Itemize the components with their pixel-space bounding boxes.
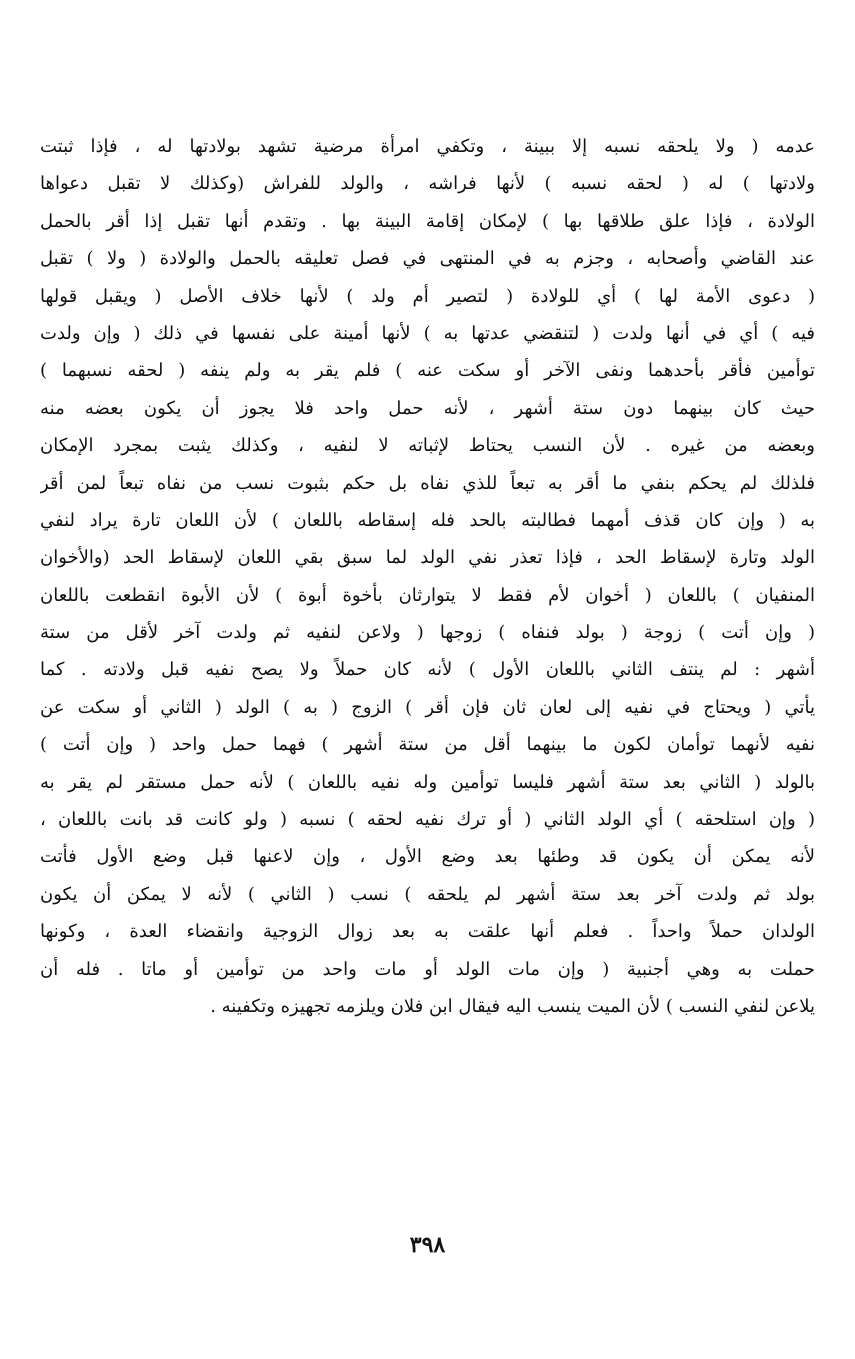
text-line: يلاعن لنفي النسب ) لأن الميت ينسب اليه فيقال ابن فلان ويلزمه تجهيزه وتكفينه . (210, 995, 815, 1017)
text-line: فيه ) أي في أنها ولدت ( لتنقضي عدتها به ) لأنها أمينة على نفسها في ذلك ( وإن ولدت (40, 322, 815, 344)
text-line: بالولد ( الثاني بعد ستة أشهر فليسا توأمين وله نفيه باللعان ) لأنه حمل مستقر لم يقر به (40, 771, 815, 793)
text-line: وبعضه من غيره . لأن النسب يحتاط لإثباته لا لنفيه ، وكذلك يثبت بمجرد الإمكان (40, 435, 815, 457)
text-line: لأنه يمكن أن يكون قد وطئها بعد وضع الأول ، وإن لاعنها قبل وضع الأول فأتت (40, 846, 815, 868)
text-line: ولادتها ) له ( لحقه نسبه ) لأنها فراشه ، والولد للفراش (وكذلك لا تقبل دعواها (40, 173, 815, 195)
text-line: الولادة ، فإذا علق طلاقها بها ) لإمكان إقامة البينة بها . وتقدم أنها تقبل إذا أقر بالحمل (40, 210, 815, 232)
text-line: ( وإن أتت ) زوجة ( بولد فنفاه ) زوجها ( ولاعن لنفيه ثم ولدت آخر لأقل من ستة (40, 622, 815, 644)
text-line: الولد وتارة لإسقاط الحد ، فإذا تعذر نفي الولد لما سبق بقي اللعان لإسقاط الحد (والأخوان (40, 547, 815, 569)
text-line: أشهر : لم ينتف الثاني باللعان الأول ) لأنه كان حملاً ولا يصح نفيه قبل ولادته . كما (40, 659, 815, 681)
page-number: ٣٩٨ (409, 1232, 446, 1258)
text-line: حملت به وهي أجنبية ( وإن مات الولد أو مات واحد من توأمين أو ماتا . فله أن (40, 958, 815, 980)
text-line: الولدان حملاً واحداً . فعلم أنها علقت به بعد زوال الزوجية وانقضاء العدة ، وكونها (40, 921, 815, 943)
text-line: يأتي ( ويحتاج في نفيه إلى لعان ثان فإن أقر ) الزوج ( به ) الولد ( الثاني أو سكت عن (40, 696, 815, 718)
text-line: به ( وإن كان قذف أمهما فطالبته بالحد فله إسقاطه باللعان ) لأن اللعان تارة يراد لنفي (40, 509, 815, 531)
text-line: فلذلك لم يحكم بنفي ما أقر به تبعاً للذي نفاه بل حكم بثبوت نسب من نفاه تبعاً لمن أقر (40, 472, 815, 494)
body-text (40, 128, 815, 1025)
text-line: عدمه ( ولا يلحقه نسبه إلا ببينة ، وتكفي امرأة مرضية تشهد بولادتها له ، فإذا ثبتت (40, 136, 815, 157)
text-line: ( وإن استلحقه ) أي الولد الثاني ( أو ترك نفيه لحقه ) نسبه ( ولو كانت قد بانت باللعان ، (40, 809, 815, 831)
text-line: بولد ثم ولدت آخر بعد ستة أشهر لم يلحقه ) نسب ( الثاني ) لأنه لا يمكن أن يكون (40, 883, 815, 905)
text-line: نفيه لأنهما توأمان لكون ما بينهما أقل من ستة أشهر ) فهما حمل واحد ( وإن أتت ) (40, 734, 815, 756)
text-line: توأمين فأقر بأحدهما ونفى الآخر أو سكت عنه ) فلم يقر به ولم ينفه ( لحقه نسبهما ) (40, 360, 815, 382)
text-line: عند القاضي وأصحابه ، وجزم به في المنتهى في فصل تعليقه بالحمل والولادة ( ولا ) تقبل (40, 248, 815, 270)
text-line: المنفيان ) باللعان ( أخوان لأم فقط لا يتوارثان بأخوة أبوة ) لأن الأبوة انقطعت باللعان (40, 584, 815, 606)
text-line: حيث كان بينهما دون ستة أشهر ، لأنه حمل واحد فلا يجوز أن يكون بعضه منه (40, 397, 815, 419)
text-line: ( دعوى الأمة لها ) أي للولادة ( لتصير أم ولد ) لأنها خلاف الأصل ( ويقبل قولها (40, 285, 815, 307)
